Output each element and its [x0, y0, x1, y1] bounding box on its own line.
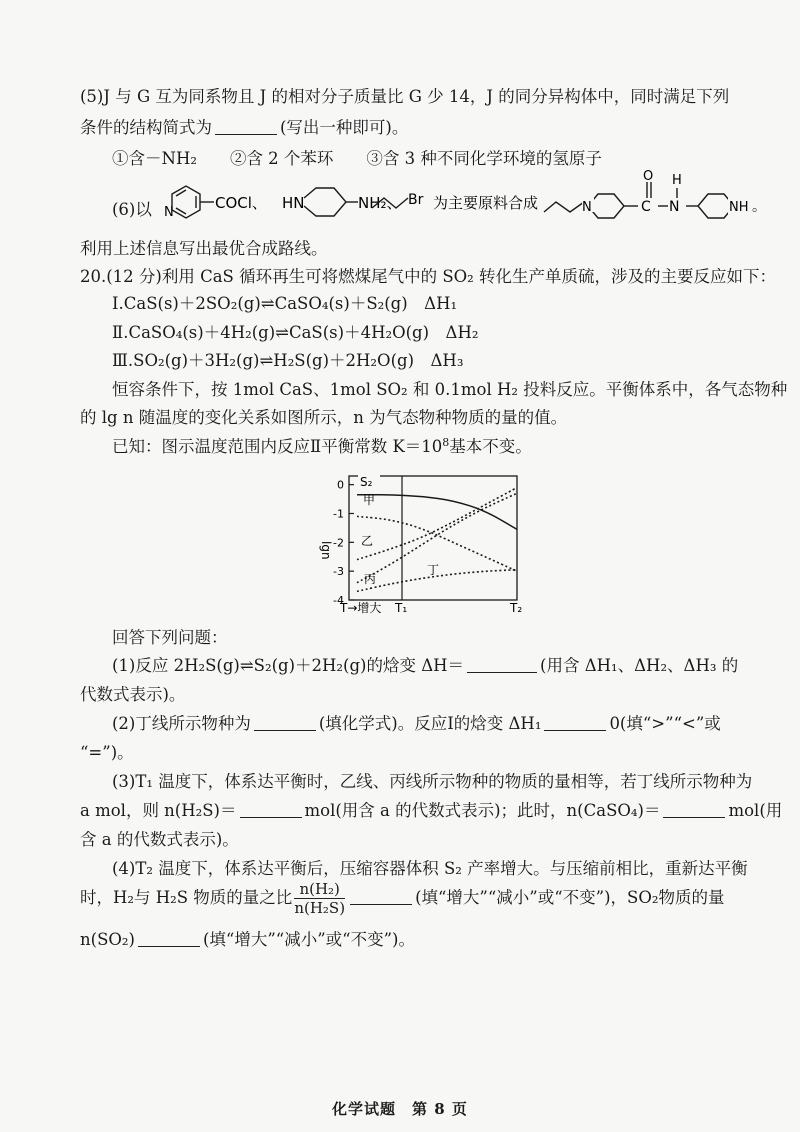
q20-p4-b: 时，H₂与 H₂S 物质的量之比 — [80, 888, 293, 907]
ratio-numerator: n(H₂) — [294, 880, 345, 899]
q20-p2-cont: “=”)。 — [80, 743, 134, 762]
q20-p4-e: (填“增大”“减小”或“不变”)。 — [202, 930, 415, 949]
q20-p4-cont — [80, 880, 762, 920]
q19-p5-conditions: ①含－NH₂ ②含 2 个苯环 ③含 3 种不同化学环境的氢原子 — [112, 149, 602, 168]
target-o-label: O — [643, 169, 654, 184]
q19-p6-mid-text: 为主要原料合成 — [433, 194, 539, 212]
q20-p3-end: 含 a 的代数式表示)。 — [80, 830, 239, 849]
q20-p3-cont — [80, 800, 783, 822]
answer-blank-p3-h2s[interactable] — [240, 801, 302, 818]
q19-p6-line — [0, 168, 800, 234]
reagent1-label: COCl、 — [215, 194, 267, 212]
q20-known-a: 已知：图示温度范围内反应Ⅱ平衡常数 K＝10 — [112, 437, 443, 456]
q20-p3-c: mol(用含 a 的代数式表示)；此时，n(CaSO₄)＝ — [304, 801, 661, 820]
q20-p1 — [112, 655, 762, 677]
h2-h2s-ratio — [294, 880, 345, 917]
answer-blank-5[interactable] — [215, 118, 277, 135]
answer-blank-p2-formula[interactable] — [254, 714, 316, 731]
q20-p1-b: (用含 ΔH₁、ΔH₂、ΔH₃ 的 — [540, 656, 739, 675]
legend-s2: S₂ — [360, 475, 373, 489]
q20-p2-b: (填化学式)。反应Ⅰ的焓变 ΔH₁ — [318, 714, 542, 733]
q19-p5-text-a: 条件的结构简式为 — [80, 118, 212, 137]
legend-yi: 乙 — [361, 534, 374, 548]
q19-p6-line2: 利用上述信息写出最优合成路线。 — [80, 239, 328, 258]
q20-p4: (4)T₂ 温度下，体系达平衡后，压缩容器体积 S₂ 产率增大。与压缩前相比，重新达平衡 — [112, 859, 748, 878]
q20-reaction-1: Ⅰ.CaS(s)＋2SO₂(g)⇌CaSO₄(s)＋S₂(g) ΔH₁ — [112, 294, 458, 313]
legend-ding: 丁 — [427, 563, 440, 577]
target-c-label: C — [641, 199, 651, 215]
q20-p4-end — [80, 929, 762, 951]
q20-answer-below: 回答下列问题： — [112, 628, 228, 647]
q20-p2-a: (2)丁线所示物种为 — [112, 714, 251, 733]
target-molecule — [544, 182, 734, 218]
target-nh-label: NH — [729, 200, 749, 215]
q19-p5-line2 — [80, 117, 762, 139]
q20-condition-2: 的 lg n 随温度的变化关系如图所示，n 为气态物种物质的量的值。 — [80, 408, 568, 427]
y-tick-label: -1 — [333, 507, 344, 521]
answer-blank-p4-ratio[interactable] — [350, 888, 412, 905]
y-tick-label: -2 — [333, 536, 344, 550]
q20-p1-cont: 代数式表示)。 — [80, 685, 186, 704]
q20-known-exp: 8 — [442, 436, 450, 449]
target-n1-label: N — [582, 200, 592, 215]
q20-p3-d: mol(用 — [728, 801, 783, 820]
y-ticks — [333, 479, 354, 607]
legend-jia: 甲 — [363, 493, 376, 507]
answer-blank-p2-sign[interactable] — [544, 714, 606, 731]
reagent3-br-label: Br — [408, 192, 424, 208]
q19-p6-structures — [0, 168, 800, 234]
x-axis-label: T→增大 — [340, 601, 382, 615]
pyridine-n-label: N — [164, 205, 174, 220]
y-axis-label: lgn — [319, 541, 333, 560]
target-n2-label: N — [669, 199, 680, 215]
q20-p1-a: (1)反应 2H₂S(g)⇌S₂(g)＋2H₂(g)的焓变 ΔH＝ — [112, 656, 465, 675]
q20-reaction-2: Ⅱ.CaSO₄(s)＋4H₂(g)⇌CaS(s)＋4H₂O(g) ΔH₂ — [112, 323, 479, 342]
answer-blank-p4-so2[interactable] — [138, 930, 200, 947]
q20-p3: (3)T₁ 温度下，体系达平衡时，乙线、丙线所示物种的物质的量相等，若丁线所示物种为 — [112, 772, 753, 791]
q20-reaction-3: Ⅲ.SO₂(g)＋3H₂(g)⇌H₂S(g)＋2H₂O(g) ΔH₃ — [112, 351, 464, 370]
q20-p2-c: 0(填“>”“<”或 — [609, 714, 721, 733]
q19-p5-text-b: (写出一种即可)。 — [280, 118, 409, 137]
q20-intro: 20.(12 分)利用 CaS 循环再生可将燃煤尾气中的 SO₂ 转化生产单质硫，涉及的主要反应如下： — [80, 267, 777, 286]
legend-bing: 丙 — [364, 572, 377, 586]
q19-p6-prefix: (6)以 — [112, 200, 152, 219]
answer-blank-p3-caso4[interactable] — [663, 801, 725, 818]
q20-condition-1: 恒容条件下，按 1mol CaS、1mol SO₂ 和 0.1mol H₂ 投料反应。平衡体系中，各气态物种 — [112, 380, 788, 399]
page-footer: 化学试题 第 8 页 — [332, 1100, 468, 1118]
q20-known — [112, 436, 762, 458]
y-tick-label: 0 — [337, 478, 344, 492]
reagent2-hn-label: HN — [282, 194, 305, 212]
answer-blank-p1[interactable] — [467, 656, 537, 673]
q20-p4-c: (填“增大”“减小”或“不变”)，SO₂物质的量 — [415, 888, 725, 907]
q20-p2 — [112, 713, 762, 735]
q20-p3-b: a mol，则 n(H₂S)＝ — [80, 801, 237, 820]
q20-p4-d: n(SO₂) — [80, 930, 135, 949]
target-h-label: H — [672, 173, 682, 188]
y-tick-label: -4 — [333, 594, 344, 607]
q20-known-b: 基本不变。 — [449, 437, 532, 456]
lgn-temperature-chart — [0, 466, 800, 626]
piperidine-ring-1 — [304, 188, 358, 216]
reagent2-tail-label: NH₂、 — [358, 194, 402, 212]
ratio-denominator: n(H₂S) — [294, 899, 346, 917]
pyridine-ring — [172, 186, 214, 218]
x-tick-t2: T₂ — [510, 601, 523, 615]
y-tick-label: -3 — [333, 565, 344, 579]
target-end-dot: 。 — [752, 199, 766, 215]
x-tick-t1: T₁ — [395, 601, 408, 615]
q19-p5-line1: (5)J 与 G 互为同系物且 J 的相对分子质量比 G 少 14，J 的同分异构体中，同时满足下列 — [80, 87, 730, 106]
